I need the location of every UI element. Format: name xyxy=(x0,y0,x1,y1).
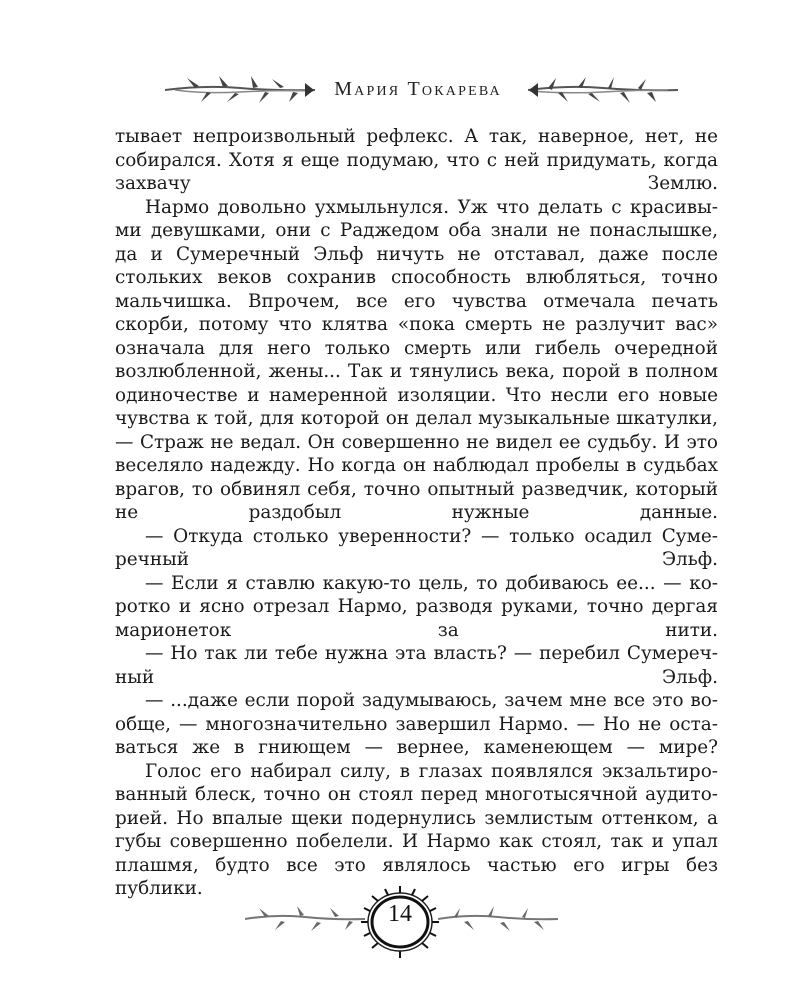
left-footer-thorn-ornament-icon xyxy=(245,899,365,939)
paragraph: — Откуда столько уверенности? — только осадил Сумеречный Эльф. xyxy=(115,525,718,570)
paragraph: Голос его набирал силу, в глазах появлялся экзальтированный блеск, точно он стоял перед многотысячной аудиторией. Но впалые щеки подернулись землистым оттенком, а губы совершенно побелели. И Нармо как стоял, так и упал плашмя, будто все это являлось частью его игры без публики. xyxy=(115,760,718,899)
left-thorn-ornament-icon xyxy=(165,70,315,110)
paragraph: — Если я ставлю какую-то цель, то добиваюсь ее... — коротко и ясно отрезал Нармо, разводя руками, точно дергая марионеток за нити. xyxy=(115,572,718,641)
paragraph: Нармо довольно ухмыльнулся. Уж что делать с красивыми девушками, они с Раджедом оба знали не понаслышке, да и Сумеречный Эльф ничуть не отставал, даже после стольких веков сохранив способность влюбляться, точно мальчишка. Впрочем, все его чувства отмечала печать скорби, потому что клятва «пока смерть не разлучит вас» означала для него только смерть или гибель очередной возлюбленной, жены... Так и тянулись века, порой в полном одиночестве и намеренной изоляции. Что несли его новые чувства к той, для которой он делал музыкальные шкатулки, — Страж не ведал. Он совершенно не видел ее судьбу. И это веселяло надежду. Но когда он наблюдал пробелы в судьбах врагов, то обвинял себя, точно опытный разведчик, который не раздобыл нужные данные. xyxy=(115,196,718,523)
paragraph: тывает непроизвольный рефлекс. А так, наверное, нет, не собирался. Хотя я еще подумаю, что с ней придумать, когда захвачу Землю. xyxy=(115,126,718,194)
right-thorn-ornament-icon xyxy=(528,70,678,110)
page-body xyxy=(115,125,718,901)
paragraph: — Но так ли тебе нужна эта власть? — перебил Сумеречный Эльф. xyxy=(115,643,718,688)
paragraph: — ...даже если порой задумываюсь, зачем мне все это вообще, — многозначительно завершил Нармо. — Но не оставаться же в гниющем — вернее, каменеющем — мире? xyxy=(115,690,718,758)
right-footer-thorn-ornament-icon xyxy=(438,899,558,939)
author-name: Мария Токарева xyxy=(334,78,502,100)
page-number: 14 xyxy=(388,901,412,927)
